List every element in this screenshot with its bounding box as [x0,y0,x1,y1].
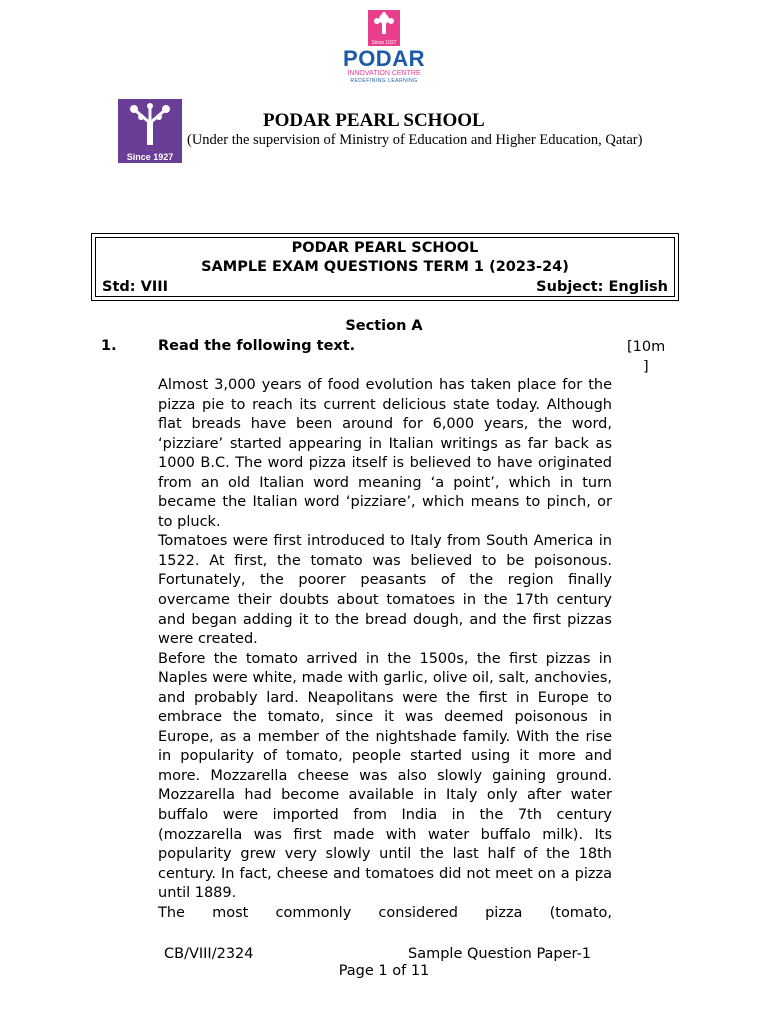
passage-paragraph: The most commonly considered pizza (tomato, [158,904,612,921]
school-logo [118,99,182,163]
header-exam-title: SAMPLE EXAM QUESTIONS TERM 1 (2023-24) [201,259,569,275]
logo-since: Since 1927 [368,40,400,46]
school-supervision: (Under the supervision of Ministry of Education and Higher Education, Qatar) [187,132,643,148]
podar-innovation-logo [336,4,432,96]
footer-paper: Sample Question Paper-1 [408,946,592,962]
school-tree-icon [126,103,174,147]
header-std: Std: VIII [102,279,169,295]
school-name: PODAR PEARL SCHOOL [263,110,485,131]
footer-code: CB/VIII/2324 [164,946,254,962]
exam-header-box [91,233,679,301]
marks-line2: ] [643,358,649,375]
logo-tagline: REDEFINING LEARNING [350,78,418,84]
footer-page-number: Page 1 of 11 [338,963,430,979]
section-title: Section A [345,318,423,334]
passage-paragraph: Before the tomato arrived in the 1500s, the first pizzas in Naples were white, made with garlic, olive oil, salt, anchovies, and probably lard. Neapolitans were the first in Europe to embrace the tomato, since it was deemed poisonous in Europe, as a member of the nightshade family. With the rise in popularity of tomato, people started using it more and more. Mozzarella cheese was also slowly gaining ground. Mozzarella had become available in Italy only after water buffalo were imported from India in the 7th century (mozzarella was first made with water buffalo milk). Its popularity grew very slowly until the last half of the 18th century. In fact, cheese and tomatoes did not meet on a pizza until 1889. [158,650,612,902]
reading-passage [158,376,612,923]
passage-paragraph: Almost 3,000 years of food evolution has taken place for the pizza pie to reach its current delicious state today. Although flat breads have been around for 6,000 years, the word, ‘pizziare’ started appearing in Italian writings as far back as 1000 B.C. The word pizza itself is believed to have originated from an old Italian word meaning ‘a point’, which in turn became the Italian word ‘pizziare’, which means to pinch, or to pluck. [158,377,612,530]
logo-centre: INNOVATION CENTRE [347,70,421,77]
passage-paragraph: Tomatoes were first introduced to Italy from South America in 1522. At first, the tomato was believed to be poisonous. Fortunately, the poorer peasants of the region finally overcame their doubts about tomatoes in the 17th century and began adding it to the bread dough, and the first pizzas were created. [158,533,612,648]
school-logo-since: Since 1927 [126,152,174,162]
tree-icon [368,10,400,40]
question-instruction: Read the following text. [158,338,356,354]
question-number: 1. [101,338,117,354]
logo-brand: PODAR [343,46,425,71]
marks-line1: [10m [627,339,666,355]
header-school: PODAR PEARL SCHOOL [291,240,479,256]
header-subject: Subject: English [536,279,668,295]
question-marks [627,338,671,377]
